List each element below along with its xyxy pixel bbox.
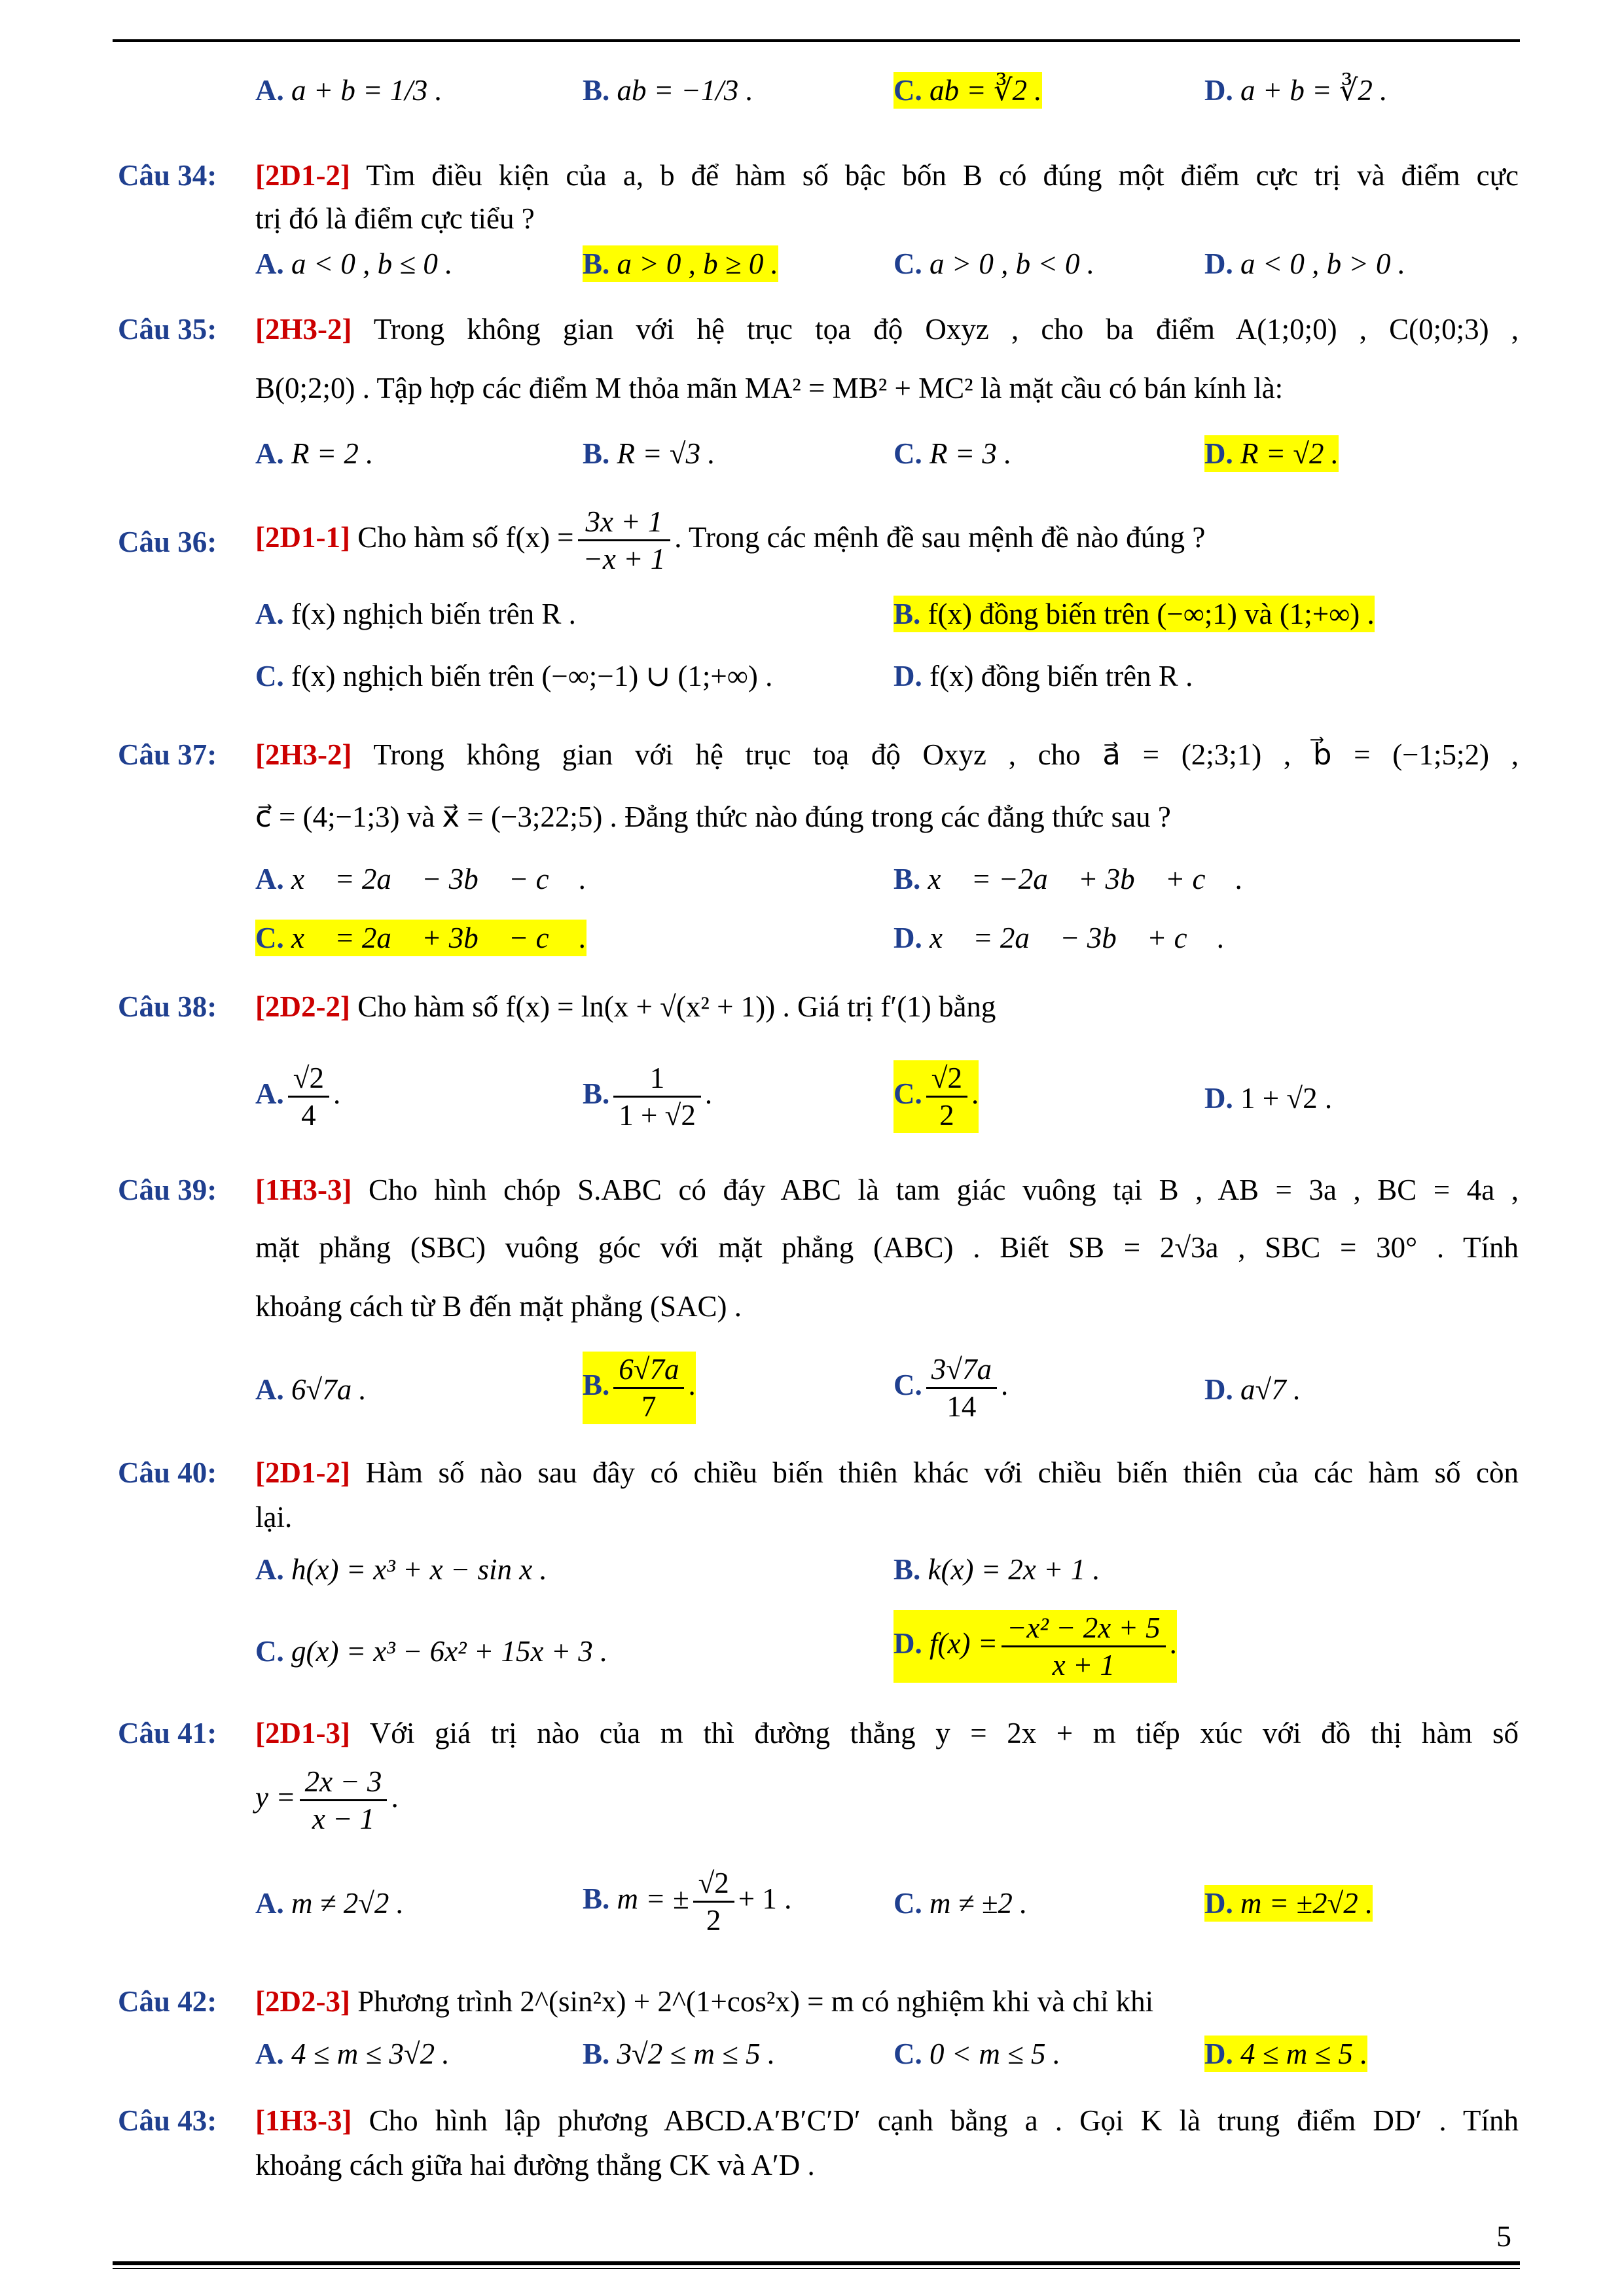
q41-stem-line2: y = $\frac{2x - 3}{x - 1}$ . [255, 1765, 399, 1835]
q41-option-a: A. m ≠ 2√2 . [255, 1887, 404, 1920]
q39-stem-line2: mặt phẳng (SBC) vuông góc với mặt phẳng (ABC) . Biết SB = 2√3a , SBC = 30° . Tính [255, 1231, 1519, 1264]
q34-option-b: B. a > 0 , b ≥ 0 . [583, 245, 778, 282]
q41-option-d: D. m = ±2√2 . [1204, 1885, 1373, 1922]
q40-stem-line1: [2D1-2] Hàm số nào sau đây có chiều biến thiên khác với chiều biến thiên của các hàm số còn [255, 1456, 1519, 1489]
q34-label: Câu 34: [118, 159, 217, 192]
q42-option-b: B. 3√2 ≤ m ≤ 5 . [583, 2037, 776, 2070]
q33-option-c: C. ab = ∛2 . [893, 72, 1042, 109]
q34-option-d: D. a < 0 , b > 0 . [1204, 247, 1405, 280]
q43-stem-line2: khoảng cách giữa hai đường thẳng CK và A′D . [255, 2149, 815, 2181]
q37-stem-line2: c⃗ = (4;−1;3) và x⃗ = (−3;22;5) . Đẳng thức nào đúng trong các đẳng thức sau ? [255, 800, 1171, 833]
q43-label: Câu 43: [118, 2104, 217, 2137]
q36-fraction: $\frac{3x + 1}{-x + 1}$ [578, 504, 671, 577]
q39-option-c: C. $\frac{3√7a}{14}$ . [893, 1353, 1009, 1423]
q36-option-a: A. f(x) nghịch biến trên R . [255, 598, 576, 630]
q40-option-d: D. f(x) = $\frac{\text{−x² − 2x + 5}}{x + 1}$ . [893, 1611, 1177, 1681]
q35-option-b: B. R = √3 . [583, 437, 715, 470]
q34-stem-line2: trị đó là điểm cực tiểu ? [255, 202, 535, 235]
q35-option-d: D. R = √2 . [1204, 435, 1339, 472]
q42-stem: [2D2-3] Phương trình 2^(sin²x) + 2^(1+cos²x) = m có nghiệm khi và chỉ khi [255, 1985, 1154, 2018]
q42-label: Câu 42: [118, 1985, 217, 2018]
q33-option-a: A. a + b = 1/3 . [255, 74, 442, 107]
q40-label: Câu 40: [118, 1456, 217, 1489]
q41-option-b: B. m = ± $\frac{√2}{2}$ + 1 . [583, 1867, 792, 1937]
q38-option-a: A. $\frac{√2}{4}$ . [255, 1062, 341, 1132]
bottom-rule-thick [113, 2261, 1520, 2265]
q40-option-c: C. g(x) = x³ − 6x² + 15x + 3 . [255, 1635, 608, 1668]
q41-option-c: C. m ≠ ±2 . [893, 1887, 1028, 1920]
q37-stem-line1: [2H3-2] Trong không gian với hệ trục toạ độ Oxyz , cho a⃗ = (2;3;1) , b⃗ = (−1;5;2) , [255, 738, 1519, 771]
q35-stem-line1: [2H3-2] Trong không gian với hệ trục tọa độ Oxyz , cho ba điểm A(1;0;0) , C(0;0;3) , [255, 313, 1519, 346]
q42-option-d: D. 4 ≤ m ≤ 5 . [1204, 2036, 1367, 2072]
page-number: 5 [1496, 2219, 1511, 2253]
q42-option-a: A. 4 ≤ m ≤ 3√2 . [255, 2037, 450, 2070]
q37-option-c: C. x⃗ = 2a⃗ + 3b⃗ − c⃗ . [255, 920, 586, 956]
q36-stem: [2D1-1] Cho hàm số f(x) = $\frac{3x + 1}{-x + 1}$ . Trong các mệnh đề sau mệnh đề nào đúng ? [255, 505, 1206, 575]
q37-option-b: B. x⃗ = −2a⃗ + 3b⃗ + c⃗ . [893, 863, 1243, 895]
q43-stem-line1: [1H3-3] Cho hình lập phương ABCD.A′B′C′D′ cạnh bằng a . Gọi K là trung điểm DD′ . Tính [255, 2104, 1519, 2137]
q34-stem-line1: [2D1-2] Tìm điều kiện của a, b để hàm số bậc bốn B có đúng một điểm cực trị và điểm cực [255, 159, 1519, 192]
q40-stem-line2: lại. [255, 1501, 293, 1534]
q40-option-b: B. k(x) = 2x + 1 . [893, 1553, 1100, 1586]
q35-option-c: C. R = 3 . [893, 437, 1012, 470]
q39-option-d: D. a√7 . [1204, 1373, 1301, 1406]
q41-stem-line1: [2D1-3] Với giá trị nào của m thì đường thẳng y = 2x + m tiếp xúc với đồ thị hàm số [255, 1717, 1519, 1749]
q39-stem-line1: [1H3-3] Cho hình chóp S.ABC có đáy ABC là tam giác vuông tại B , AB = 3a , BC = 4a , [255, 1174, 1519, 1206]
q35-stem-line2: B(0;2;0) . Tập hợp các điểm M thỏa mãn MA² = MB² + MC² là mặt cầu có bán kính là: [255, 372, 1284, 404]
top-rule [113, 39, 1520, 42]
q39-option-a: A. 6√7a . [255, 1373, 367, 1406]
q36-option-c: C. f(x) nghịch biến trên (−∞;−1) ∪ (1;+∞) . [255, 660, 773, 692]
bottom-rule-thin [113, 2268, 1520, 2269]
q37-label: Câu 37: [118, 738, 217, 771]
q35-option-a: A. R = 2 . [255, 437, 374, 470]
q33-option-b: B. ab = −1/3 . [583, 74, 753, 107]
q34-option-a: A. a < 0 , b ≤ 0 . [255, 247, 453, 280]
q39-label: Câu 39: [118, 1174, 217, 1206]
q36-label: Câu 36: [118, 526, 217, 558]
q38-label: Câu 38: [118, 990, 217, 1023]
q38-option-b: B. $\frac{1}{1 + √2}$ . [583, 1062, 713, 1132]
q42-option-c: C. 0 < m ≤ 5 . [893, 2037, 1061, 2070]
q37-option-d: D. x⃗ = 2a⃗ − 3b⃗ + c⃗ . [893, 922, 1225, 954]
q41-label: Câu 41: [118, 1717, 217, 1749]
q38-option-d: D. 1 + √2 . [1204, 1082, 1333, 1115]
q33-option-d: D. a + b = ∛2 . [1204, 74, 1388, 107]
q37-option-a: A. x⃗ = 2a⃗ − 3b⃗ − c⃗ . [255, 863, 587, 895]
q35-label: Câu 35: [118, 313, 217, 346]
q38-stem: [2D2-2] Cho hàm số f(x) = ln(x + √(x² + 1)) . Giá trị f′(1) bằng [255, 990, 996, 1023]
q40-option-a: A. h(x) = x³ + x − sin x . [255, 1553, 547, 1586]
q36-option-b: B. f(x) đồng biến trên (−∞;1) và (1;+∞) . [893, 596, 1375, 632]
q36-option-d: D. f(x) đồng biến trên R . [893, 660, 1193, 692]
q34-option-c: C. a > 0 , b < 0 . [893, 247, 1094, 280]
q39-stem-line3: khoảng cách từ B đến mặt phẳng (SAC) . [255, 1290, 742, 1323]
q38-option-c: C. $\frac{√2}{2}$ . [893, 1062, 979, 1132]
q39-option-b: B. $\frac{6√7a}{7}$ . [583, 1353, 696, 1423]
